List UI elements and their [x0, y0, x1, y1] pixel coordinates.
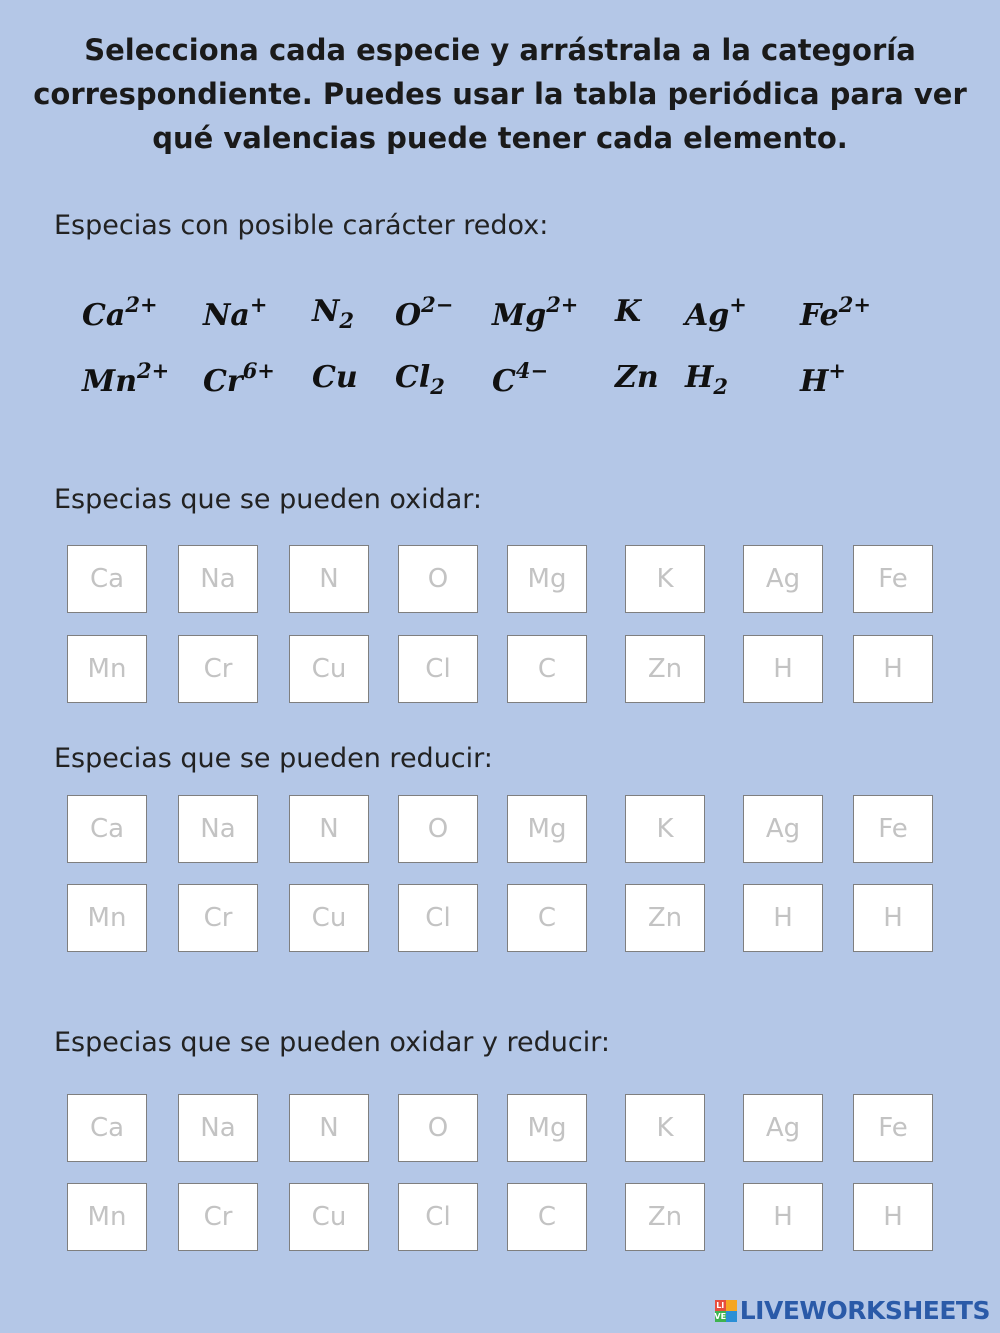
- species-token-mg[interactable]: $Mg^{2+}$: [492, 292, 579, 333]
- species-token-ca[interactable]: $Ca^{2+}$: [82, 292, 158, 333]
- oxidize-reduce-drop-box[interactable]: Zn: [625, 1183, 705, 1251]
- oxidize-drop-box[interactable]: Cr: [178, 635, 258, 703]
- reduce-drop-box[interactable]: C: [507, 884, 587, 952]
- reduce-heading: Especias que se pueden reducir:: [54, 743, 493, 774]
- oxidize-reduce-drop-box[interactable]: O: [398, 1094, 478, 1162]
- oxidize-reduce-drop-box[interactable]: H: [853, 1183, 933, 1251]
- reduce-drop-box[interactable]: Mn: [67, 884, 147, 952]
- liveworksheets-logo: [715, 1296, 990, 1325]
- oxidize-drop-box[interactable]: K: [625, 545, 705, 613]
- oxidize-drop-box[interactable]: C: [507, 635, 587, 703]
- oxidize-drop-box[interactable]: Cu: [289, 635, 369, 703]
- species-token-h[interactable]: $H_2$: [685, 360, 728, 399]
- reduce-drop-box[interactable]: O: [398, 795, 478, 863]
- oxidize-reduce-drop-box[interactable]: Na: [178, 1094, 258, 1162]
- oxidize-drop-box[interactable]: Mg: [507, 545, 587, 613]
- oxidize-drop-box[interactable]: Na: [178, 545, 258, 613]
- oxidize-drop-box[interactable]: Zn: [625, 635, 705, 703]
- reduce-drop-box[interactable]: N: [289, 795, 369, 863]
- species-token-fe[interactable]: $Fe^{2+}$: [800, 292, 871, 333]
- oxidize-drop-box[interactable]: Fe: [853, 545, 933, 613]
- reduce-drop-box[interactable]: Cu: [289, 884, 369, 952]
- species-token-cu[interactable]: Cu: [312, 360, 358, 395]
- oxidize-drop-box[interactable]: H: [743, 635, 823, 703]
- species-token-cr[interactable]: $Cr^{6+}$: [203, 358, 275, 399]
- species-token-cl[interactable]: $Cl_2$: [395, 360, 445, 399]
- pool-heading: Especias con posible carácter redox:: [54, 210, 549, 241]
- species-token-n[interactable]: $N_2$: [312, 294, 355, 333]
- species-token-mn[interactable]: $Mn^{2+}$: [82, 358, 170, 399]
- oxidize-reduce-drop-box[interactable]: Mn: [67, 1183, 147, 1251]
- oxidize-heading: Especias que se pueden oxidar:: [54, 484, 483, 515]
- species-token-k[interactable]: K: [615, 294, 642, 329]
- reduce-drop-box[interactable]: Fe: [853, 795, 933, 863]
- reduce-drop-box[interactable]: Cl: [398, 884, 478, 952]
- reduce-drop-box[interactable]: H: [743, 884, 823, 952]
- oxidize-drop-box[interactable]: Ag: [743, 545, 823, 613]
- reduce-drop-box[interactable]: Na: [178, 795, 258, 863]
- oxidize-reduce-drop-box[interactable]: Cr: [178, 1183, 258, 1251]
- oxidize-drop-box[interactable]: N: [289, 545, 369, 613]
- oxidize-reduce-drop-box[interactable]: Mg: [507, 1094, 587, 1162]
- reduce-drop-box[interactable]: K: [625, 795, 705, 863]
- logo-text: LIVEWORKSHEETS: [739, 1296, 990, 1325]
- oxidize-reduce-drop-box[interactable]: Ca: [67, 1094, 147, 1162]
- oxidize-drop-box[interactable]: Mn: [67, 635, 147, 703]
- species-token-na[interactable]: Na+: [203, 292, 268, 333]
- oxidize-reduce-drop-box[interactable]: K: [625, 1094, 705, 1162]
- species-token-ag[interactable]: Ag+: [685, 292, 747, 333]
- oxidize-reduce-drop-box[interactable]: Fe: [853, 1094, 933, 1162]
- oxidize-reduce-drop-box[interactable]: H: [743, 1183, 823, 1251]
- oxidize-drop-box[interactable]: Cl: [398, 635, 478, 703]
- species-token-h[interactable]: H+: [800, 358, 846, 399]
- instructions-text: Selecciona cada especie y arrástrala a la categoría correspondiente. Puedes usar la tabla periódica para ver qué valencias puede tener cada elemento.: [33, 33, 967, 155]
- reduce-drop-box[interactable]: Ag: [743, 795, 823, 863]
- species-token-zn[interactable]: Zn: [615, 360, 659, 395]
- reduce-drop-box[interactable]: Mg: [507, 795, 587, 863]
- oxidize-drop-box[interactable]: Ca: [67, 545, 147, 613]
- both-heading: Especias que se pueden oxidar y reducir:: [54, 1027, 610, 1058]
- logo-mark-icon: LI VE: [715, 1300, 737, 1322]
- oxidize-reduce-drop-box[interactable]: Ag: [743, 1094, 823, 1162]
- species-token-c[interactable]: $C^{4-}$: [492, 358, 549, 399]
- oxidize-drop-box[interactable]: H: [853, 635, 933, 703]
- reduce-drop-box[interactable]: Ca: [67, 795, 147, 863]
- reduce-drop-box[interactable]: Cr: [178, 884, 258, 952]
- oxidize-reduce-drop-box[interactable]: Cu: [289, 1183, 369, 1251]
- oxidize-reduce-drop-box[interactable]: Cl: [398, 1183, 478, 1251]
- oxidize-reduce-drop-box[interactable]: C: [507, 1183, 587, 1251]
- oxidize-reduce-drop-box[interactable]: N: [289, 1094, 369, 1162]
- oxidize-drop-box[interactable]: O: [398, 545, 478, 613]
- reduce-drop-box[interactable]: H: [853, 884, 933, 952]
- reduce-drop-box[interactable]: Zn: [625, 884, 705, 952]
- species-token-o[interactable]: $O^{2-}$: [395, 292, 454, 333]
